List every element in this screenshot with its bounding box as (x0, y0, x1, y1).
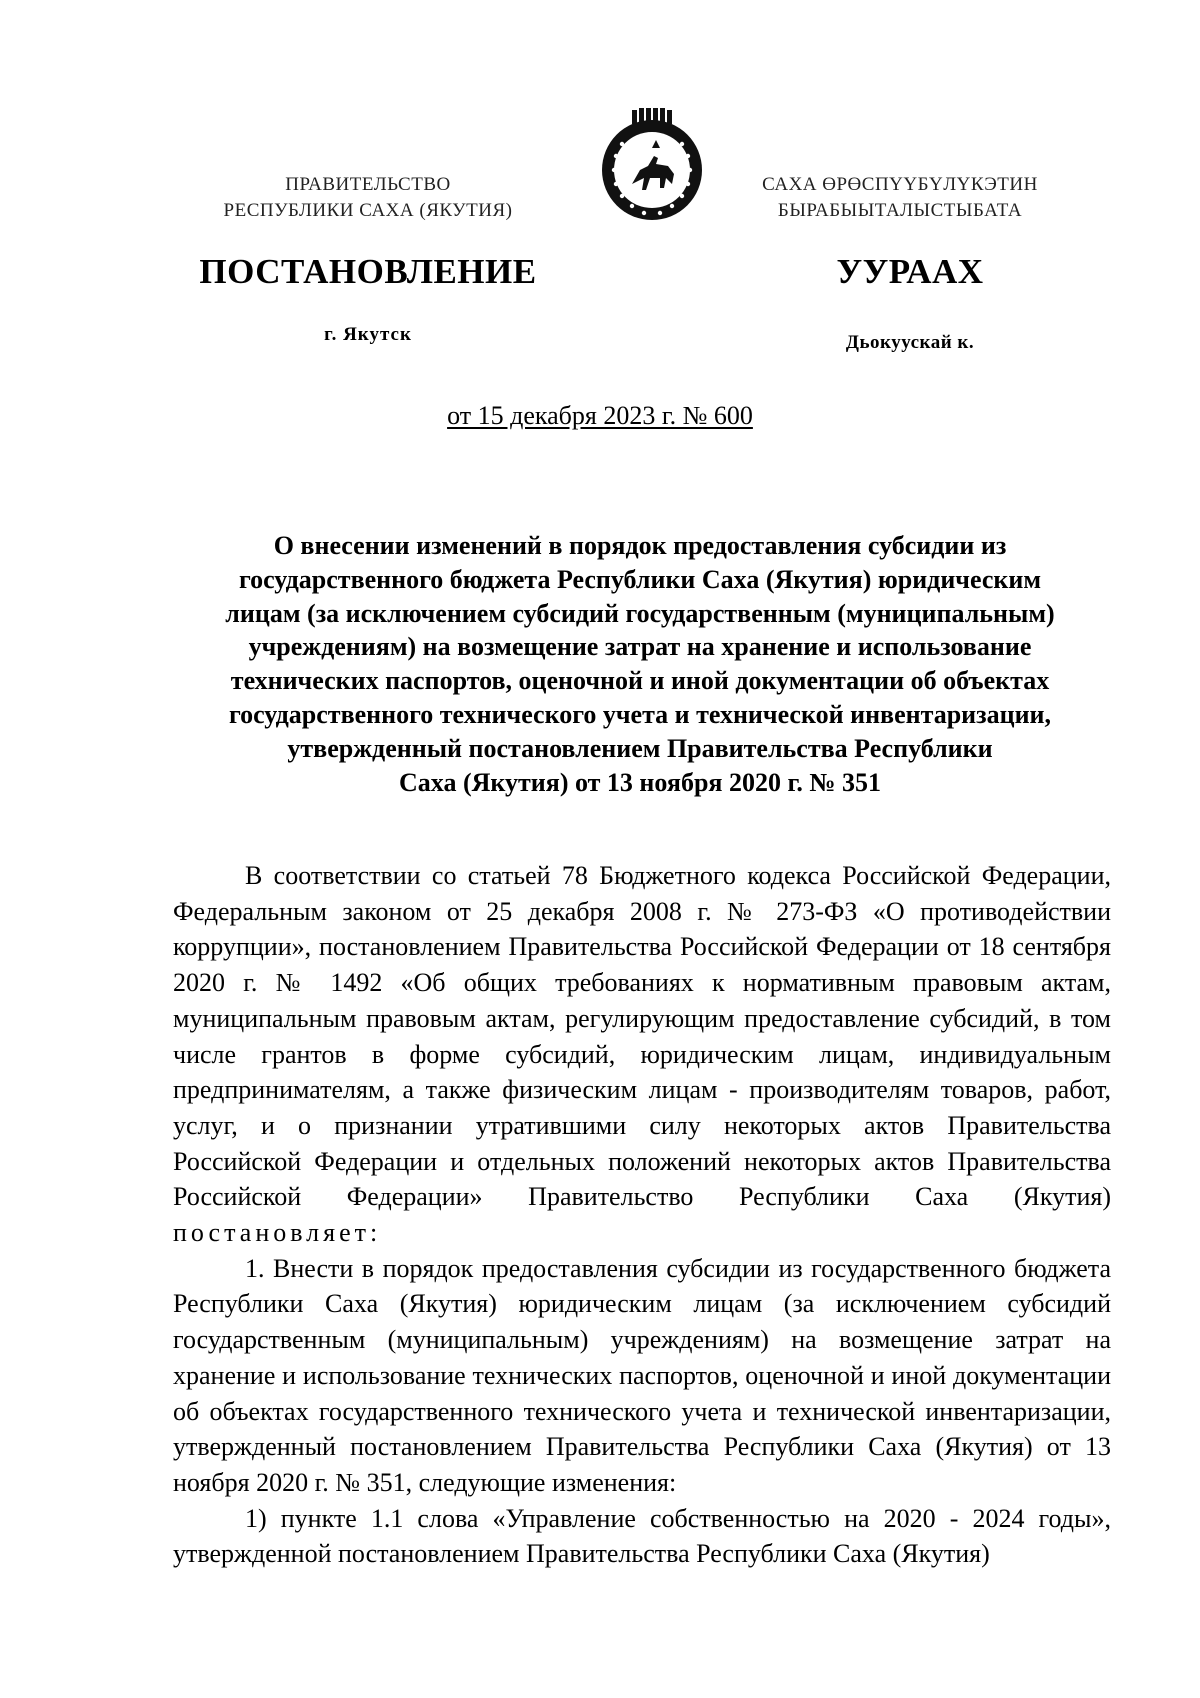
document-date-number: от 15 декабря 2023 г. № 600 (447, 401, 753, 430)
subitem-1-paragraph: 1) пункте 1.1 слова «Управление собственностью на 2020 - 2024 годы», утвержденной постановлением Правительства Республики Саха (Якутия) (173, 1503, 1111, 1569)
document-type-sakha: УУРААХ (836, 252, 984, 291)
left-organization-name (168, 172, 568, 224)
document-type-ru: ПОСТАНОВЛЕНИЕ (199, 252, 537, 291)
item-1-paragraph: 1. Внести в порядок предоставления субсидии из государственного бюджета Республики Саха (Якутия) юридическим лицам (за исключением субсидий государственным (муниципальным) учреждениям) на возмещение затрат на хранение и использование технических паспортов, оценочной и иной документации об объектах государственного технического учета и технической инвентаризации, утвержденный постановлением Правительства Республики Саха (Якутия) от 13 ноября 2020 г. № 351, следующие изменения: (173, 1253, 1111, 1497)
document-body (173, 858, 1111, 1572)
preamble-paragraph (173, 858, 1111, 1251)
right-org-line-2: БЫРАБЫЫТАЛЫСТЫБАТА (777, 200, 1023, 221)
heading-line: учреждениям) на возмещение затрат на хранение и использование (248, 632, 1032, 662)
document-heading (160, 529, 1120, 799)
heading-line: утвержденный постановлением Правительства Республики (287, 733, 993, 763)
heading-line: О внесении изменений в порядок предоставления субсидии из (273, 531, 1007, 560)
city-sakha: Дьокуускай к. (845, 332, 975, 353)
left-org-line-2: РЕСПУБЛИКИ САХА (ЯКУТИЯ) (223, 200, 513, 221)
heading-line: государственного технического учета и технической инвентаризации, (228, 699, 1052, 729)
right-org-line-1: САХА ӨРӨСПҮҮБҮЛҮКЭТИН (762, 174, 1038, 195)
resolution-verb: постановляет: (173, 1218, 382, 1248)
preamble-text: В соответствии со статьей 78 Бюджетного кодекса Российской Федерации, Федеральным законом от 25 декабря 2008 г. № 273-ФЗ «О противодействии коррупции», постановлением Правительства Российской Федерации от 18 сентября 2020 г. № 1492 «Об общих требованиях к нормативным правовым актам, муниципальным правовым актам, регулирующим предоставление субсидий, в том числе грантов в форме субсидий, юридическим лицам, индивидуальным предпринимателям, а также физическим лицам - производителям товаров, работ, услуг, и о признании утратившими силу некоторых актов Правительства Российской Федерации и отдельных положений некоторых актов Правительства Российской Федерации» Правительство Республики Саха (Якутия) (173, 861, 1111, 1212)
heading-line: Саха (Якутия) от 13 ноября 2020 г. № 351 (399, 767, 881, 797)
heading-line: лицам (за исключением субсидий государственным (муниципальным) (225, 598, 1055, 628)
heading-line: государственного бюджета Республики Саха (Якутия) юридическим (238, 564, 1042, 594)
heading-line: технических паспортов, оценочной и иной документации об объектах (230, 666, 1050, 696)
left-org-line-1: ПРАВИТЕЛЬСТВО (285, 174, 451, 195)
city-ru: г. Якутск (324, 324, 412, 345)
right-organization-name (690, 172, 1110, 224)
